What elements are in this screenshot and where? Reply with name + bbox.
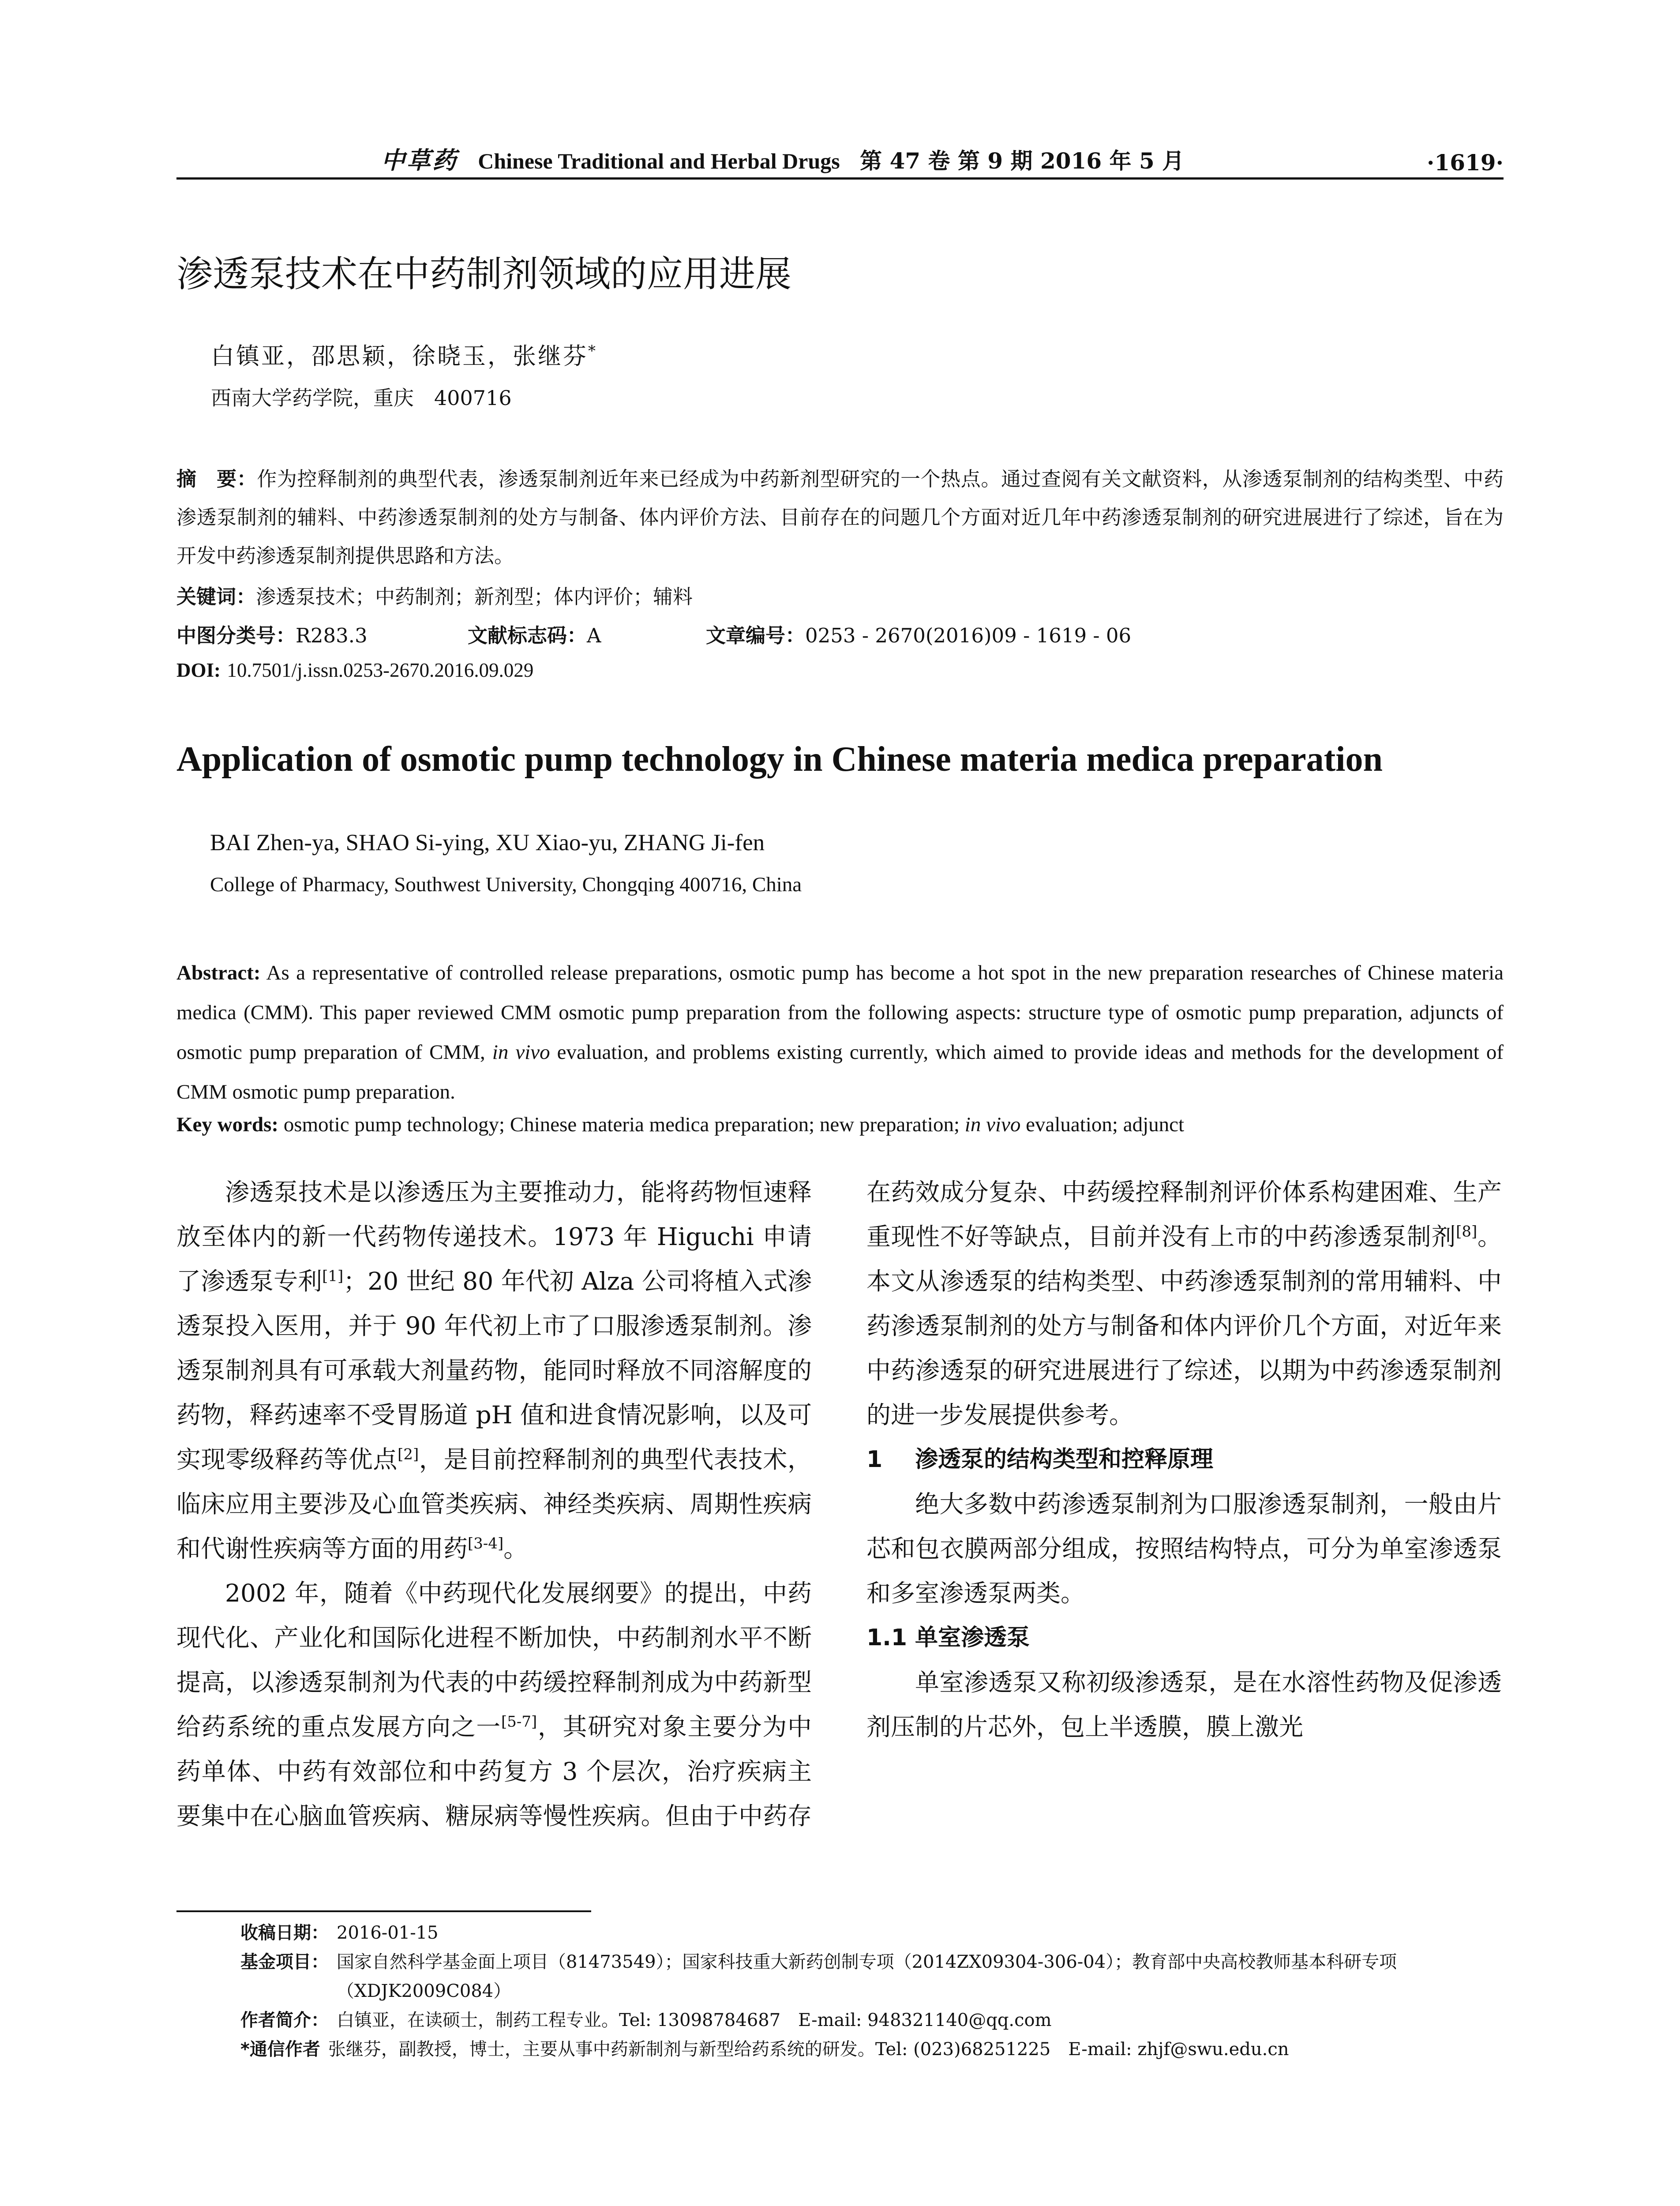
footnote-value: 张继芬，副教授，博士，主要从事中药新制剂与新型给药系统的研发。Tel: (023)68251225 E-mail: zhjf@swu.edu.cn (328, 2039, 1289, 2060)
section-heading-1 (866, 1437, 1502, 1482)
keywords-en-text-1: osmotic pump technology; Chinese materia medica preparation; new preparation; (283, 1113, 965, 1136)
keywords-zh-label: 关键词： (176, 585, 256, 608)
keywords-en-text-2: evaluation; adjunct (1020, 1113, 1185, 1136)
abstract-zh (176, 460, 1504, 575)
body-flow (176, 1170, 1502, 1838)
citation-ref: [8] (1456, 1223, 1478, 1241)
p1-text-1: 渗透泵技术是以渗透压为主要推动力，能将药物恒速释放至体内的新一代药物传递技术。1973 年 Higuchi 申请了渗透泵专利 (176, 1178, 812, 1295)
abstract-zh-label: 摘 要： (176, 467, 257, 491)
clc-value: R283.3 (296, 624, 368, 647)
footnote-label: 基金项目： (240, 1952, 329, 1972)
doi-label: DOI: (176, 659, 221, 681)
authors-en: BAI Zhen-ya, SHAO Si-ying, XU Xiao-yu, ZHANG Ji-fen (210, 830, 765, 855)
clc-cell (176, 619, 468, 648)
section-heading-1-1 (866, 1616, 1502, 1660)
footnote-value: 2016-01-15 (337, 1923, 439, 1943)
keywords-zh-text: 渗透泵技术；中药制剂；新剂型；体内评价；辅料 (256, 585, 693, 608)
citation-ref: [2] (398, 1445, 419, 1463)
footnote-label: 作者简介： (240, 2010, 329, 2030)
p2-text-2: ，其研究对象主要分为中药单体、中药有效部位和中药复方 3 个层次，治疗疾病主要集中在心脑血管疾病、糖尿病等慢性疾病。但由于中药存在药效成分复杂、中药缓控释制剂评价体系构建困难、生产重现性不好等缺点，目前并没有上市的中药渗透泵制剂 (176, 1178, 1502, 1830)
journal-name: Chinese Traditional and Herbal Drugs (478, 149, 840, 173)
p1-text-3: ，是目前控释制剂的典型代表技术，临床应用主要涉及心血管类疾病、神经类疾病、周期性疾病和代谢性疾病等方面的用药 (176, 1445, 812, 1563)
journal-brand: 中草药 (381, 146, 458, 174)
article-title-en: Application of osmotic pump technology in Chinese materia medica preparation (176, 740, 1383, 779)
doc-code-label: 文献标志码： (468, 624, 587, 647)
footnote-label: 收稿日期： (240, 1923, 329, 1943)
abstract-zh-text: 作为控释制剂的典型代表，渗透泵制剂近年来已经成为中药新剂型研究的一个热点。通过查阅有关文献资料，从渗透泵制剂的结构类型、中药渗透泵制剂的辅料、中药渗透泵制剂的处方与制备、体内评价方法、目前存在的问题几个方面对近几年中药渗透泵制剂的研究进展进行了综述，旨在为开发中药渗透泵制剂提供思路和方法。 (176, 467, 1504, 567)
section-number: 1.1 (866, 1624, 908, 1651)
footnote-received (240, 1918, 1504, 1947)
p2-text-1: 2002 年，随着《中药现代化发展纲要》的提出，中药现代化、产业化和国际化进程不断加快，中药制剂水平不断提高，以渗透泵制剂为代表的中药缓控释制剂成为中药新型给药系统的重点发展方向之一 (176, 1579, 812, 1741)
page-number: ·1619· (1427, 150, 1504, 176)
running-header (176, 140, 1504, 176)
keywords-en-italic: in vivo (964, 1113, 1021, 1136)
footnote-corresponding (240, 2035, 1504, 2064)
footnote-value: 白镇亚，在读硕士，制药工程专业。Tel: 13098784687 E-mail: 948321140@qq.com (337, 2010, 1052, 2030)
footnote-value: 国家自然科学基金面上项目（81473549）；国家科技重大新药创制专项（2014ZX09304-306-04）；教育部中央高校教师基本科研专项（XDJK2009C084） (337, 1952, 1397, 2001)
body-paragraph-4: 单室渗透泵又称初级渗透泵，是在水溶性药物及促渗透剂压制的片芯外，包上半透膜，膜上激光 (866, 1668, 1502, 1741)
corresponding-mark: * (588, 342, 597, 360)
affiliation-en: College of Pharmacy, Southwest University, Chongqing 400716, China (210, 873, 802, 896)
footnote-rule (176, 1910, 591, 1912)
abstract-en-text-2: evaluation, and problems existing currently, which aimed to provide ideas and methods for the development of CMM osmotic pump preparation. (176, 1041, 1504, 1103)
classification-row (176, 619, 1504, 648)
keywords-en (176, 1113, 1184, 1137)
keywords-en-label: Key words: (176, 1113, 279, 1136)
issue-info: 第 47 卷 第 9 期 2016 年 5 月 (860, 148, 1185, 174)
authors-zh-names: 白镇亚，邵思颖，徐晓玉，张继芬 (211, 343, 588, 370)
article-no-value: 0253 - 2670(2016)09 - 1619 - 06 (805, 624, 1132, 647)
article-title-zh: 渗透泵技术在中药制剂领域的应用进展 (176, 253, 792, 295)
doc-code-value: A (587, 624, 601, 647)
doi-value: 10.7501/j.issn.0253-2670.2016.09.029 (227, 659, 534, 681)
abstract-en-text-1: As a representative of controlled release preparations, osmotic pump has become a hot spot in the new preparation researches of Chinese materia medica (CMM). This paper reviewed CMM osmotic pump preparation from the following aspects: structure type of osmotic pump preparation, adjuncts of osmotic pump preparation of CMM, (176, 961, 1504, 1064)
authors-zh (211, 338, 597, 371)
p1-text-2: ；20 世纪 80 年代初 Alza 公司将植入式渗透泵投入医用，并于 90 年代初上市了口服渗透泵制剂。渗透泵制剂具有可承载大剂量药物，能同时释放不同溶解度的药物，释药速率不受胃肠道 pH 值和进食情况影响，以及可实现零级释药等优点 (176, 1267, 812, 1474)
keywords-zh (176, 581, 1504, 609)
body-paragraph-3: 绝大多数中药渗透泵制剂为口服渗透泵制剂，一般由片芯和包衣膜两部分组成，按照结构特点，可分为单室渗透泵和多室渗透泵两类。 (866, 1490, 1502, 1607)
clc-label: 中图分类号： (176, 624, 296, 647)
citation-ref: [3-4] (468, 1534, 504, 1553)
header-rule (176, 177, 1504, 180)
citation-ref: [5-7] (501, 1713, 537, 1731)
doc-code-cell (468, 619, 706, 648)
doi-row (176, 658, 1504, 682)
section-title: 单室渗透泵 (915, 1624, 1030, 1651)
p2-text-3: 。本文从渗透泵的结构类型、中药渗透泵制剂的常用辅料、中药渗透泵制剂的处方与制备和体内评价几个方面，对近年来中药渗透泵的研究进展进行了综述，以期为中药渗透泵制剂的进一步发展提供参考。 (866, 1223, 1502, 1429)
section-number: 1 (866, 1446, 883, 1473)
p1-text-4: 。 (503, 1534, 528, 1563)
citation-ref: [1] (322, 1267, 344, 1285)
article-no-cell (706, 619, 1131, 648)
abstract-en-italic: in vivo (492, 1041, 550, 1064)
article-no-label: 文章编号： (706, 624, 806, 647)
body-paragraph-1 (176, 1170, 812, 1571)
footnote-label: *通信作者 (240, 2039, 320, 2060)
abstract-en-label: Abstract: (176, 961, 261, 984)
affiliation-zh: 西南大学药学院，重庆 400716 (211, 386, 512, 410)
abstract-en (176, 953, 1504, 1112)
footnote-fund (240, 1947, 1504, 2006)
section-title: 渗透泵的结构类型和控释原理 (915, 1446, 1214, 1473)
footnote-bio (240, 2006, 1504, 2035)
footnotes (240, 1918, 1504, 2064)
